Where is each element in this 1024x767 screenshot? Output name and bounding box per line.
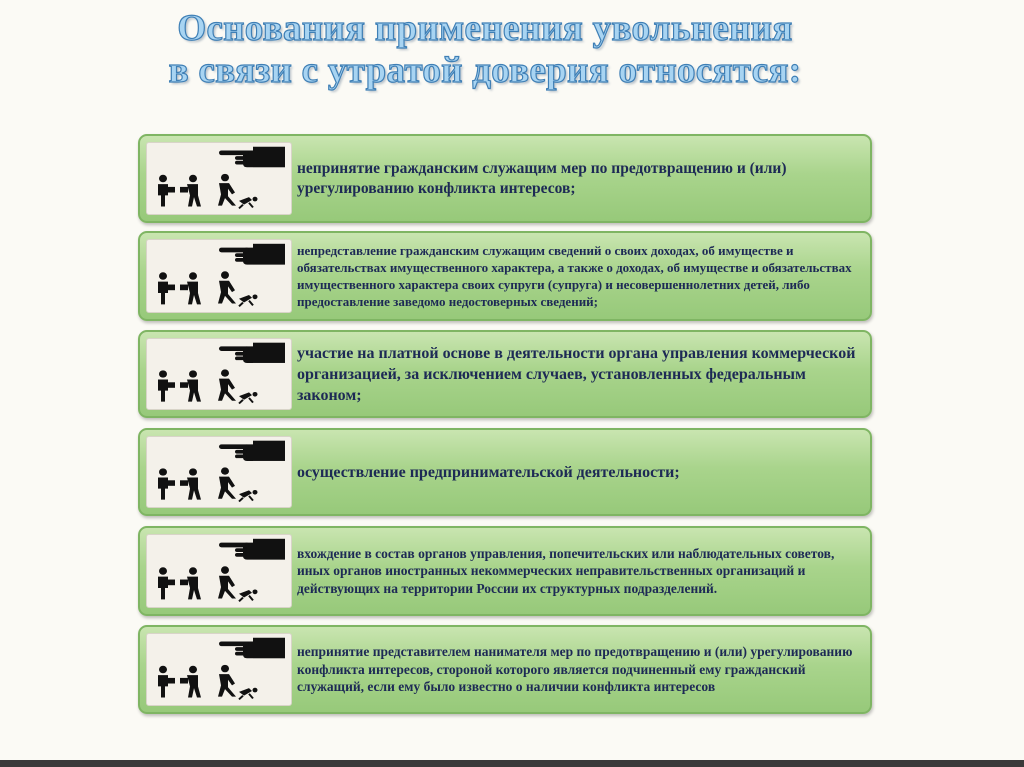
list-item-text: непринятие представителем нанимателя мер по предотвращению и (или) урегулированию конфликта интересов, стороной которого является подчиненный ему гражданский служащий, если ему было известно о наличии конфликта интересов xyxy=(297,644,853,695)
list-item-text: непредставление гражданским служащим сведений о своих доходах, об имуществе и обязательствах имущественного характера, а также о доходах, об имуществе и обязательствах имущественного характера своих супруги (супруга) и несовершеннолетних детей, либо предоставление заведомо недостоверных сведений; xyxy=(297,243,852,309)
title-line-2: в связи с утратой доверия относятся: xyxy=(168,50,802,91)
list-item-text: непринятие гражданским служащим мер по предотвращению и (или) урегулированию конфликта интересов; xyxy=(297,159,787,197)
dismissal-figures-icon xyxy=(146,338,292,410)
list-item xyxy=(138,330,872,418)
list-item-text: осуществление предпринимательской деятельности; xyxy=(297,463,680,481)
title-line-1: Основания применения увольнения xyxy=(177,8,793,49)
dismissal-figures-icon xyxy=(146,239,292,313)
list-item xyxy=(138,625,872,714)
dismissal-figures-icon xyxy=(146,633,292,706)
list-item xyxy=(138,231,872,321)
bottom-border xyxy=(0,760,1024,767)
dismissal-figures-icon xyxy=(146,436,292,508)
list-item-text: участие на платной основе в деятельности органа управления коммерческой организацией, за исключением случаев, установленных федеральным законом; xyxy=(297,344,856,404)
list-item xyxy=(138,428,872,516)
dismissal-figures-icon xyxy=(146,534,292,608)
list-item-text: вхождение в состав органов управления, попечительских или наблюдательных советов, иных органов иностранных некоммерческих неправительственных организаций и действующих на территории России их структурных подразделений. xyxy=(297,545,835,596)
dismissal-figures-icon xyxy=(146,142,292,215)
list-item xyxy=(138,134,872,223)
list-item xyxy=(138,526,872,616)
slide-title xyxy=(90,8,880,92)
